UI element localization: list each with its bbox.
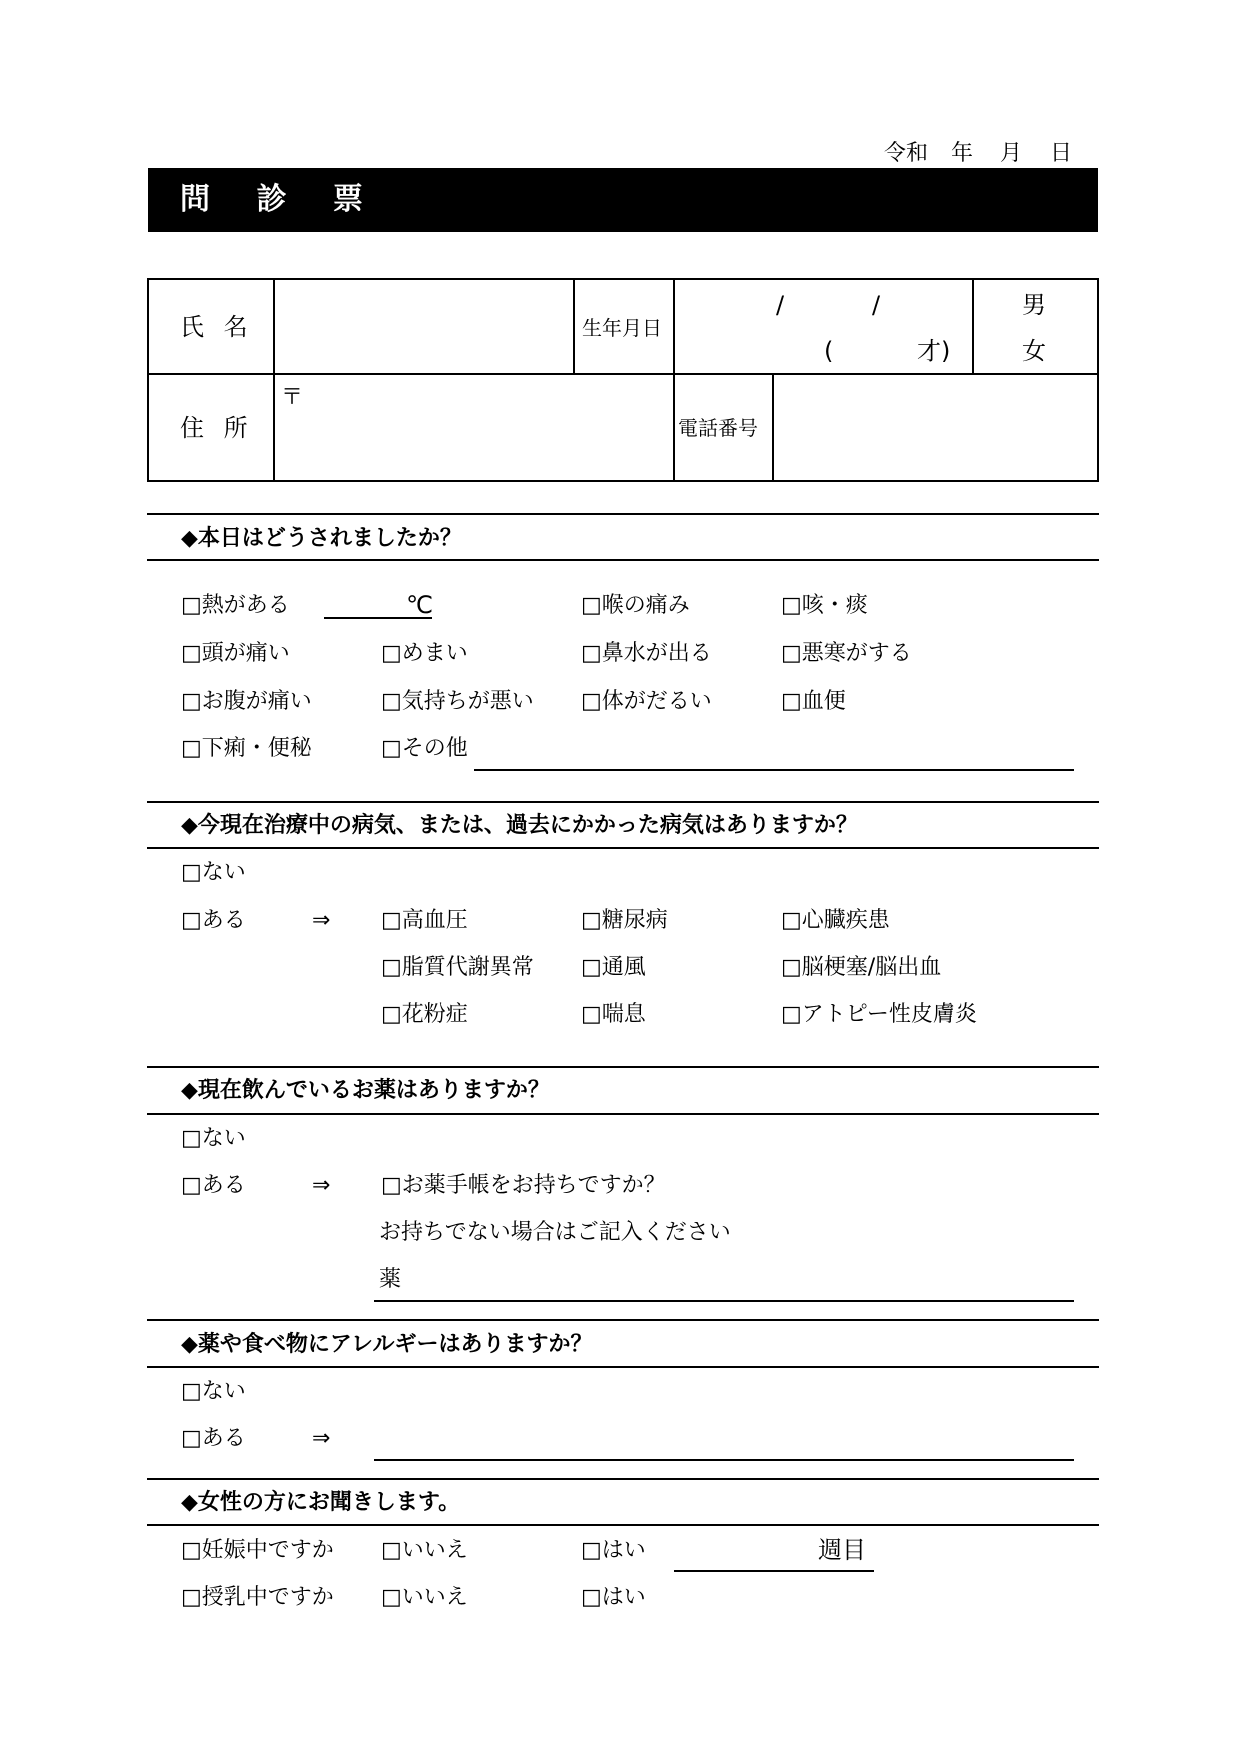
- address-field[interactable]: [276, 376, 672, 479]
- check-stomach[interactable]: □お腹が痛い: [181, 689, 312, 714]
- other-input-line[interactable]: [474, 769, 1074, 771]
- sex-female[interactable]: 女: [1022, 337, 1046, 365]
- celsius-unit: ℃: [406, 591, 433, 619]
- medicine-input-line[interactable]: [374, 1300, 1074, 1302]
- check-cough[interactable]: □咳・痰: [781, 593, 868, 618]
- check-fever[interactable]: □熱がある: [181, 593, 290, 618]
- disease-arrow: ⇒: [312, 908, 331, 933]
- check-headache[interactable]: □頭が痛い: [181, 641, 290, 666]
- dob-slash-2: /: [872, 291, 881, 319]
- check-chill[interactable]: □悪寒がする: [781, 641, 912, 666]
- section-today-heading: ◆本日はどうされましたか？: [181, 526, 462, 551]
- date-era: 令和: [884, 141, 929, 166]
- medicine-drug-label: 薬: [379, 1267, 402, 1292]
- allergy-none[interactable]: □ない: [181, 1379, 246, 1404]
- disease-yes[interactable]: □ある: [181, 908, 246, 933]
- dob-slash-1: /: [776, 291, 785, 319]
- check-heart[interactable]: □心臓疾患: [781, 908, 890, 933]
- check-pregnant[interactable]: □妊娠中ですか: [181, 1538, 334, 1563]
- medicine-yes[interactable]: □ある: [181, 1173, 246, 1198]
- disease-none[interactable]: □ない: [181, 860, 246, 885]
- section-women-heading: ◆女性の方にお聞きします。: [181, 1490, 461, 1515]
- check-atopic[interactable]: □アトピー性皮膚炎: [781, 1002, 977, 1027]
- check-nose[interactable]: □鼻水が出る: [581, 641, 712, 666]
- section-disease-heading: ◆今現在治療中の病気、または、過去にかかった病気はありますか？: [181, 813, 858, 838]
- check-nursing[interactable]: □授乳中ですか: [181, 1585, 334, 1610]
- section-medicine-heading: ◆現在飲んでいるお薬はありますか？: [181, 1078, 550, 1103]
- date-month: 月: [1000, 141, 1023, 166]
- phone-field[interactable]: [775, 376, 1096, 479]
- allergy-input-line[interactable]: [374, 1459, 1074, 1461]
- check-fatigue[interactable]: □体がだるい: [581, 689, 712, 714]
- medicine-if-not: お持ちでない場合はご記入ください: [379, 1220, 731, 1245]
- check-hypertension[interactable]: □高血圧: [381, 908, 468, 933]
- phone-label: 電話番号: [678, 416, 758, 440]
- age-close: 才): [917, 337, 951, 365]
- section-allergy-heading: ◆薬や食べ物にアレルギーはありますか？: [181, 1332, 593, 1357]
- check-lipid[interactable]: □脂質代謝異常: [381, 955, 534, 980]
- nursing-no[interactable]: □いいえ: [381, 1585, 468, 1610]
- check-throat[interactable]: □喉の痛み: [581, 593, 690, 618]
- pregnant-yes[interactable]: □はい: [581, 1538, 646, 1563]
- allergy-arrow: ⇒: [312, 1426, 331, 1451]
- check-stroke[interactable]: □脳梗塞/脳出血: [781, 955, 942, 980]
- sex-male[interactable]: 男: [1022, 291, 1046, 319]
- check-notebook[interactable]: □お薬手帳をお持ちですか？: [381, 1173, 666, 1198]
- address-label: 住 所: [180, 414, 254, 442]
- check-nausea[interactable]: □気持ちが悪い: [381, 689, 534, 714]
- allergy-yes[interactable]: □ある: [181, 1426, 246, 1451]
- title-bar: [148, 168, 1098, 232]
- date-day: 日: [1050, 141, 1073, 166]
- age-open: (: [824, 337, 834, 365]
- check-pollen[interactable]: □花粉症: [381, 1002, 468, 1027]
- weeks-input-line[interactable]: [674, 1570, 874, 1572]
- check-other[interactable]: □その他: [381, 736, 468, 761]
- check-diabetes[interactable]: □糖尿病: [581, 908, 668, 933]
- medicine-none[interactable]: □ない: [181, 1126, 246, 1151]
- check-gout[interactable]: □通風: [581, 955, 646, 980]
- check-dizzy[interactable]: □めまい: [381, 641, 468, 666]
- dob-label: 生年月日: [582, 316, 662, 340]
- postal-mark: 〒: [281, 385, 304, 410]
- weeks-unit: 週目: [818, 1536, 866, 1564]
- date-year: 年: [951, 141, 974, 166]
- check-diarrhea[interactable]: □下痢・便秘: [181, 736, 312, 761]
- name-field[interactable]: [276, 281, 572, 372]
- name-label: 氏 名: [180, 313, 254, 341]
- nursing-yes[interactable]: □はい: [581, 1585, 646, 1610]
- medicine-arrow: ⇒: [312, 1173, 331, 1198]
- pregnant-no[interactable]: □いいえ: [381, 1538, 468, 1563]
- check-asthma[interactable]: □喘息: [581, 1002, 646, 1027]
- page-title: 問 診 票: [180, 182, 381, 217]
- check-blood-stool[interactable]: □血便: [781, 689, 846, 714]
